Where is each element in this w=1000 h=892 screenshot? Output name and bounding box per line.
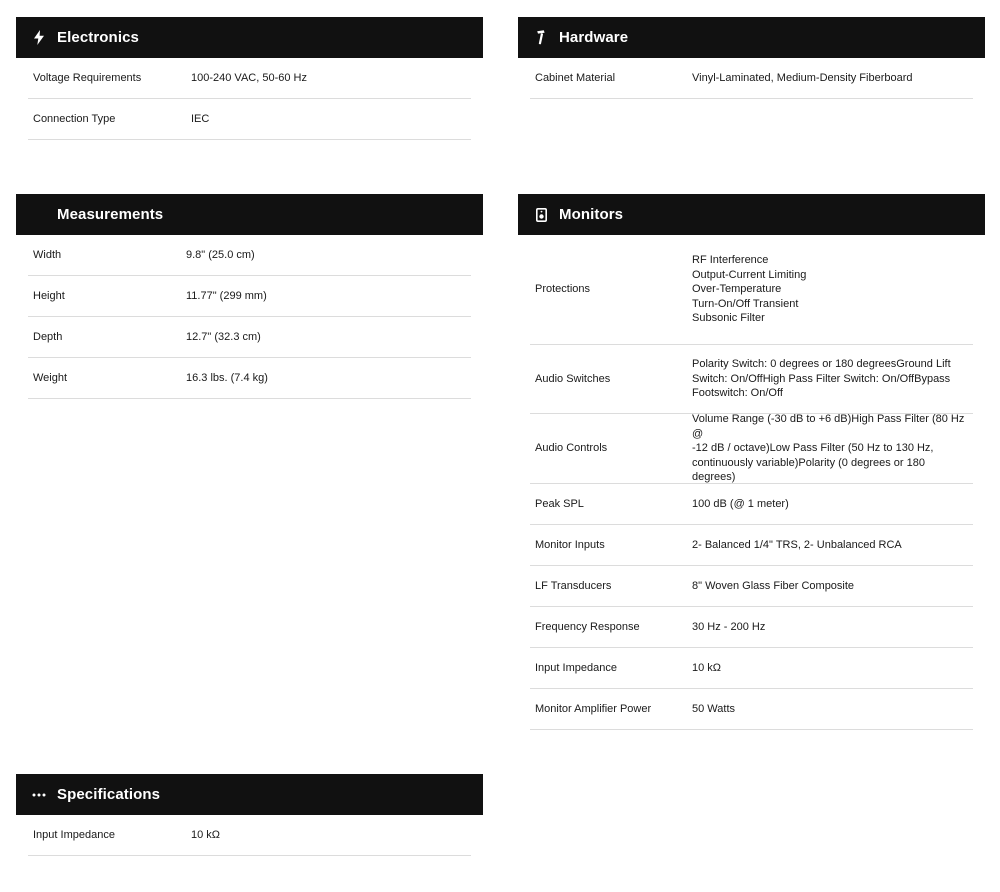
spec-row — [28, 815, 471, 856]
ruler-icon — [32, 207, 46, 223]
value-line: RF Interference — [692, 254, 769, 267]
monitors-section — [518, 194, 985, 730]
section-title: Electronics — [57, 29, 139, 46]
screwdriver-icon — [534, 30, 548, 46]
spec-row — [530, 484, 973, 525]
section-title: Specifications — [57, 786, 161, 803]
section-title: Hardware — [559, 29, 629, 46]
spec-row — [530, 414, 973, 484]
measurements-section — [16, 194, 483, 399]
spec-row — [28, 276, 471, 317]
speaker-icon — [534, 207, 548, 223]
spec-value: 100 dB (@ 1 meter) — [692, 497, 789, 510]
spec-label: Frequency Response — [535, 620, 640, 633]
spec-label: LF Transducers — [535, 579, 612, 592]
section-title: Measurements — [57, 206, 164, 223]
spec-label: Height — [33, 289, 65, 302]
value-line: Over-Temperature — [692, 283, 782, 296]
spec-value: 50 Watts — [692, 702, 735, 715]
spec-row — [530, 345, 973, 414]
spec-row — [530, 58, 973, 99]
spec-value — [692, 412, 973, 485]
value-line: Subsonic Filter — [692, 312, 765, 325]
section-header — [518, 17, 985, 58]
value-line: Footswitch: On/Off — [692, 387, 783, 400]
spec-label: Monitor Inputs — [535, 538, 605, 551]
specifications-section — [16, 774, 483, 856]
spec-value — [692, 253, 973, 326]
section-title: Monitors — [559, 206, 624, 223]
spec-value: Vinyl-Laminated, Medium-Density Fiberboard — [692, 71, 913, 84]
spec-value: 30 Hz - 200 Hz — [692, 620, 766, 633]
spec-label: Protections — [535, 283, 591, 296]
spec-row — [28, 235, 471, 276]
spec-label: Cabinet Material — [535, 71, 616, 84]
spec-value — [692, 357, 973, 401]
spec-value: 100-240 VAC, 50-60 Hz — [191, 71, 307, 84]
spec-label: Monitor Amplifier Power — [535, 702, 652, 715]
spec-row — [28, 99, 471, 140]
spec-row — [28, 317, 471, 358]
spec-row — [28, 358, 471, 399]
value-line: Polarity Switch: 0 degrees or 180 degreesGround Lift — [692, 358, 951, 371]
spec-value: 2- Balanced 1/4" TRS, 2- Unbalanced RCA — [692, 538, 902, 551]
section-header — [518, 194, 985, 235]
spec-value: 10 kΩ — [191, 828, 221, 841]
spec-row — [530, 648, 973, 689]
spec-row — [530, 235, 973, 345]
spec-value: 12.7" (32.3 cm) — [186, 330, 261, 343]
spec-label: Audio Switches — [535, 372, 611, 385]
spec-label: Connection Type — [33, 112, 116, 125]
spec-value: 16.3 lbs. (7.4 kg) — [186, 371, 268, 384]
section-header — [16, 17, 483, 58]
spec-value: 9.8" (25.0 cm) — [186, 248, 255, 261]
spec-label: Weight — [33, 371, 68, 384]
value-line: Switch: On/OffHigh Pass Filter Switch: On/OffBypass — [692, 372, 951, 385]
ellipsis-icon — [32, 787, 46, 803]
value-line: Volume Range (-30 dB to +6 dB)High Pass Filter (80 Hz @ — [692, 413, 965, 440]
value-line: Output-Current Limiting — [692, 268, 807, 281]
spec-row — [530, 607, 973, 648]
value-line: continuously variable)Polarity (0 degrees or 180 degrees) — [692, 456, 925, 484]
spec-label: Input Impedance — [33, 828, 115, 841]
spec-row — [28, 58, 471, 99]
spec-label: Audio Controls — [535, 442, 608, 455]
spec-row — [530, 689, 973, 730]
value-line: -12 dB / octave)Low Pass Filter (50 Hz to 130 Hz, — [692, 442, 934, 455]
spec-row — [530, 525, 973, 566]
spec-row — [530, 566, 973, 607]
spec-value: 10 kΩ — [692, 661, 722, 674]
lightning-bolt-icon — [32, 30, 46, 46]
spec-value: 11.77" (299 mm) — [186, 289, 267, 302]
spec-label: Depth — [33, 330, 63, 343]
spec-value: IEC — [191, 112, 210, 125]
electronics-section — [16, 17, 483, 140]
section-header — [16, 774, 483, 815]
spec-label: Peak SPL — [535, 497, 584, 510]
spec-label: Input Impedance — [535, 661, 617, 674]
spec-label: Voltage Requirements — [33, 71, 142, 84]
spec-value: 8" Woven Glass Fiber Composite — [692, 579, 855, 592]
value-line: Turn-On/Off Transient — [692, 297, 799, 310]
section-header — [16, 194, 483, 235]
spec-label: Width — [33, 248, 62, 261]
hardware-section — [518, 17, 985, 99]
